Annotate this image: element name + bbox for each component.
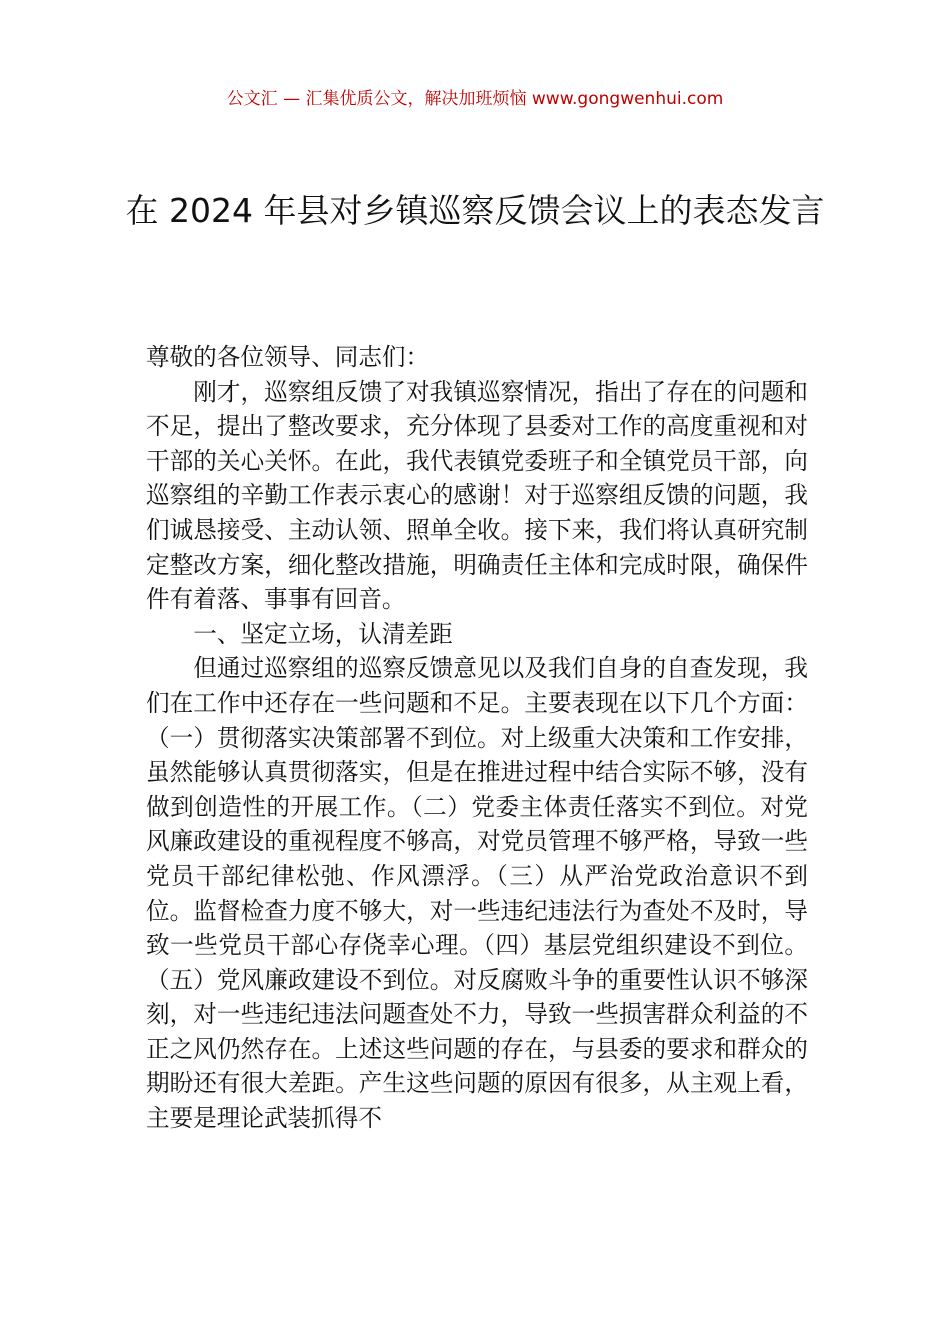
section-heading-1: 一、坚定立场，认清差距 bbox=[193, 619, 453, 648]
document-body bbox=[146, 340, 808, 1136]
salutation: 尊敬的各位领导、同志们： bbox=[146, 343, 430, 371]
paragraph-section-1: 但通过巡察组的巡察反馈意见以及我们自身的自查发现，我们在工作中还存在一些问题和不足。主要表现在以下几个方面：（一）贯彻落实决策部署不到位。对上级重大决策和工作安排，虽然能够认真贯彻落实，但是在推进过程中结合实际不够，没有做到创造性的开展工作。（二）党委主体责任落实不到位。对党风廉政建设的重视程度不够高，对党员管理不够严格，导致一些党员干部纪律松弛、作风漂浮。（三）从严治党政治意识不到位。监督检查力度不够大，对一些违纪违法行为查处不及时，导致一些党员干部心存侥幸心理。（四）基层党组织建设不到位。（五）党风廉政建设不到位。对反腐败斗争的重要性认识不够深刻，对一些违纪违法问题查处不力，导致一些损害群众利益的不正之风仍然存在。上述这些问题的存在，与县委的要求和群众的期盼还有很大差距。产生这些问题的原因有很多，从主观上看，主要是理论武装抓得不 bbox=[146, 654, 808, 1133]
page-title: 在 2024 年县对乡镇巡察反馈会议上的表态发言 bbox=[125, 191, 825, 230]
paragraph-intro: 刚才，巡察组反馈了对我镇巡察情况，指出了存在的问题和不足，提出了整改要求，充分体现了县委对工作的高度重视和对干部的关心关怀。在此，我代表镇党委班子和全镇党员干部，向巡察组的辛勤工作表示衷心的感谢！对于巡察组反馈的问题，我们诚恳接受、主动认领、照单全收。接下来，我们将认真研究制定整改方案，细化整改措施，明确责任主体和完成时限，确保件件有着落、事事有回音。 bbox=[146, 377, 808, 614]
header-banner[interactable]: 公文汇 — 汇集优质公文，解决加班烦恼 www.gongwenhui.com bbox=[226, 89, 724, 109]
